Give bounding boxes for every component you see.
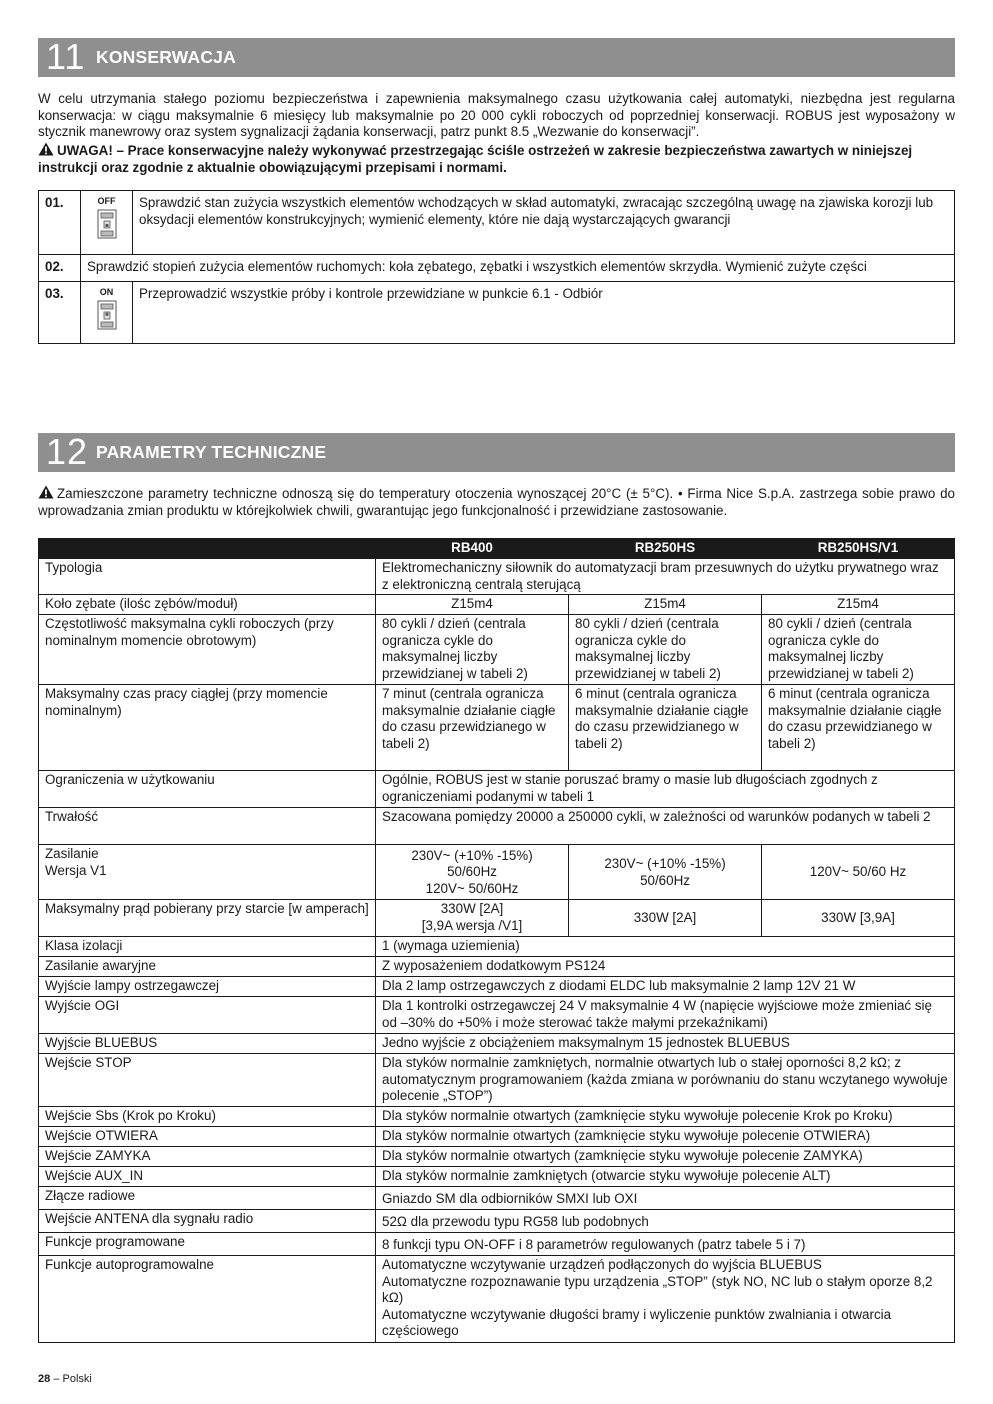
section-number: 11 [46, 36, 86, 77]
maintenance-step [39, 255, 955, 282]
row-value: Z15m4 [376, 595, 569, 615]
table-row [39, 615, 955, 685]
row-value: 80 cykli / dzień (centrala ogranicza cykle do maksymalnej liczby przewidzianej w tabeli 2) [762, 615, 955, 685]
row-value: Dla styków normalnie zamkniętych, normalnie otwartych lub o stałej oporności 8,2 kΩ; z automatycznym programowaniem (każda zmiana w porównaniu do stanu wczytanego wywołuje polecenie „STOP”) [376, 1054, 955, 1107]
table-row [39, 1127, 955, 1147]
row-value [569, 845, 762, 900]
step-text: Przeprowadzić wszystkie próby i kontrole przewidziane w punkcie 6.1 - Odbiór [133, 282, 955, 344]
row-value: Ogólnie, ROBUS jest w stanie poruszać bramy o masie lub długościach zgodnych z ograniczeniami podanymi w tabeli 1 [376, 771, 955, 808]
row-value: 80 cykli / dzień (centrala ogranicza cykle do maksymalnej liczby przewidzianej w tabeli 2) [569, 615, 762, 685]
switch-state-label: ON [99, 287, 114, 297]
value-line: [3,9A wersja /V1] [421, 917, 523, 933]
row-value: Elektromechaniczny siłownik do automatyzacji bram przesuwnych do użytku prywatnego wraz z elektroniczną centralą sterującą [376, 559, 955, 595]
table-row [39, 1054, 955, 1107]
row-label: Wejście AUX_IN [39, 1167, 376, 1187]
switch-cell [81, 191, 133, 255]
row-value: Dla styków normalnie otwartych (zamknięcie styku wywołuje polecenie OTWIERA) [376, 1127, 955, 1147]
table-row [39, 685, 955, 771]
value-line: 50/60Hz [640, 872, 690, 888]
table-row [39, 771, 955, 808]
row-label: Wejście OTWIERA [39, 1127, 376, 1147]
row-value: 6 minut (centrala ogranicza maksymalnie działanie ciągłe do czasu przewidzianego w tabeli 2) [569, 685, 762, 771]
row-label: Wyjście lampy ostrzegawczej [39, 977, 376, 997]
row-label: Zasilanie awaryjne [39, 957, 376, 977]
row-value: 80 cykli / dzień (centrala ogranicza cykle do maksymalnej liczby przewidzianej w tabeli 2) [376, 615, 569, 685]
header-rb250hs: RB250HS [569, 539, 762, 559]
warning-text: UWAGA! – Prace konserwacyjne należy wykonywać przestrzegając ściśle ostrzeżeń w zakresie bezpieczeństwa zawartych w niniejszej instrukcji oraz zgodnie z aktualnie obowiązującymi przepisami i normami. [38, 143, 913, 175]
table-header-row [39, 539, 955, 559]
section-title: KONSERWACJA [96, 47, 236, 67]
row-value: Z15m4 [569, 595, 762, 615]
row-label: Funkcje autoprogramowalne [39, 1256, 376, 1343]
value-line: 50/60Hz [447, 864, 497, 880]
header-rb400: RB400 [376, 539, 569, 559]
table-row [39, 1187, 955, 1210]
row-label: Funkcje programowane [39, 1233, 376, 1256]
row-value: 6 minut (centrala ogranicza maksymalnie działanie ciągłe do czasu przewidzianego w tabeli 2) [762, 685, 955, 771]
footer-language: – Polski [53, 1373, 92, 1385]
value-line: Automatyczne wczytywanie długości bramy i wyliczenie punktów zwalniania i otwarcia częściowego [382, 1306, 892, 1338]
row-value: Dla styków normalnie otwartych (zamknięcie styku wywołuje polecenie Krok po Kroku) [376, 1107, 955, 1127]
row-value: Dla 2 lamp ostrzegawczych z diodami ELDC lub maksymalnie 2 lamp 12V 21 W [376, 977, 955, 997]
value-line: 330W [2A] [440, 901, 504, 916]
row-value: Gniazdo SM dla odbiorników SMXI lub OXI [376, 1187, 955, 1210]
row-value: Dla 1 kontrolki ostrzegawczej 24 V maksymalnie 4 W (napięcie wyjściowe może zmieniać się od –30% do +50% i może sterować także małymi przekaźnikami) [376, 997, 955, 1034]
warning-icon [38, 485, 54, 499]
row-label: Maksymalny czas pracy ciągłej (przy momencie nominalnym) [39, 685, 376, 771]
row-value: 1 (wymaga uziemienia) [376, 937, 955, 957]
table-row [39, 1107, 955, 1127]
row-value: 8 funkcji typu ON-OFF i 8 parametrów regulowanych (patrz tabele 5 i 7) [376, 1233, 955, 1256]
table-row [39, 900, 955, 937]
row-value: Dla styków normalnie otwartych (zamknięcie styku wywołuje polecenie ZAMYKA) [376, 1147, 955, 1167]
step-number: 01. [39, 191, 81, 255]
table-row [39, 808, 955, 845]
row-label-line: Wersja V1 [45, 862, 107, 878]
row-value: 330W [2A] [569, 900, 762, 937]
step-text: Sprawdzić stopień zużycia elementów ruchomych: koła zębatego, zębatki i wszystkich elementów skrzydła. Wymienić zużyte części [81, 255, 955, 282]
row-value: 7 minut (centrala ogranicza maksymalnie działanie ciągłe do czasu przewidzianego w tabeli 2) [376, 685, 569, 771]
maintenance-warning [38, 142, 955, 176]
row-label: Maksymalny prąd pobierany przy starcie [w amperach] [39, 900, 376, 937]
circuit-breaker-off-icon [97, 209, 117, 239]
row-value: 52Ω dla przewodu typu RG58 lub podobnych [376, 1210, 955, 1233]
row-label: Ograniczenia w użytkowaniu [39, 771, 376, 808]
table-row [39, 977, 955, 997]
maintenance-steps-table [38, 190, 955, 344]
switch-cell [81, 282, 133, 344]
row-value: 330W [3,9A] [762, 900, 955, 937]
row-label-line: Zasilanie [45, 846, 99, 861]
value-line: Automatyczne rozpoznawanie typu urządzenia „STOP” (styk NO, NC lub o stałym oporze 8,2 kΩ) [382, 1273, 933, 1305]
row-label: Wejście Sbs (Krok po Kroku) [39, 1107, 376, 1127]
warning-icon [38, 142, 54, 156]
row-label: Częstotliwość maksymalna cykli roboczych (przy nominalnym momencie obrotowym) [39, 615, 376, 685]
header-rb250hs-v1: RB250HS/V1 [762, 539, 955, 559]
row-label: Wyjście BLUEBUS [39, 1034, 376, 1054]
value-line: 120V~ 50/60Hz [425, 880, 519, 896]
row-value [376, 900, 569, 937]
row-label: Wyjście OGI [39, 997, 376, 1034]
maintenance-intro: W celu utrzymania stałego poziomu bezpieczeństwa i zapewnienia maksymalnego czasu użytkowania całej automatyki, niezbędna jest regularna konserwacja: w ciągu maksymalnie 6 miesięcy lub maksymalnie po 20 000 cykli roboczych od poprzedniej konserwacji. ROBUS jest wyposażony w stycznik manewrowy oraz system sygnalizacji żądania konserwacji, patrz punkt 8.5 „Wezwanie do konserwacji”. [38, 91, 955, 139]
maintenance-step [39, 191, 955, 255]
table-row [39, 937, 955, 957]
row-label: Wejście ZAMYKA [39, 1147, 376, 1167]
parameters-note [38, 485, 955, 519]
row-label: Złącze radiowe [39, 1187, 376, 1210]
row-value: Z wyposażeniem dodatkowym PS124 [376, 957, 955, 977]
note-text: Zamieszczone parametry techniczne odnoszą się do temperatury otoczenia wynoszącej 20°C (± 5°C). • Firma Nice S.p.A. zastrzega sobie prawo do wprowadzania zmian produktu w którejkolwiek chwili, gwarantując jego funkcjonalność i przewidziane zastosowanie. [38, 486, 955, 518]
table-row [39, 559, 955, 595]
table-row [39, 1034, 955, 1054]
value-line: 230V~ (+10% -15%) [604, 856, 726, 871]
page-footer [38, 1372, 92, 1386]
circuit-breaker-on-icon [97, 300, 117, 330]
table-row [39, 1210, 955, 1233]
row-value: 120V~ 50/60 Hz [762, 845, 955, 900]
row-label: Typologia [39, 559, 376, 595]
table-row [39, 845, 955, 900]
row-label: Wejście ANTENA dla sygnału radio [39, 1210, 376, 1233]
row-label: Trwałość [39, 808, 376, 845]
step-number: 03. [39, 282, 81, 344]
maintenance-step [39, 282, 955, 344]
table-row [39, 1256, 955, 1343]
value-line: Automatyczne wczytywanie urządzeń podłączonych do wyjścia BLUEBUS [382, 1257, 822, 1272]
row-value: Z15m4 [762, 595, 955, 615]
row-label [39, 845, 376, 900]
row-value [376, 845, 569, 900]
section-11-header [38, 38, 955, 77]
table-row [39, 997, 955, 1034]
step-text: Sprawdzić stan zużycia wszystkich elementów wchodzących w skład automatyki, zwracając szczególną uwagę na zjawiska korozji lub oksydacji elementów konstrukcyjnych; wymienić elementy, które nie dają wystarczających gwarancji [133, 191, 955, 255]
table-row [39, 595, 955, 615]
value-line: 230V~ (+10% -15%) [411, 847, 533, 863]
section-number: 12 [46, 431, 89, 472]
header-blank-cell [39, 539, 376, 559]
row-label: Koło zębate (ilośc zębów/moduł) [39, 595, 376, 615]
technical-parameters-table [38, 538, 955, 1343]
row-value: Dla styków normalnie zamkniętych (otwarcie styku wywołuje polecenie ALT) [376, 1167, 955, 1187]
step-number: 02. [39, 255, 81, 282]
section-12-header [38, 433, 955, 472]
table-row [39, 957, 955, 977]
table-row [39, 1233, 955, 1256]
page-number: 28 [38, 1373, 51, 1385]
table-row [39, 1147, 955, 1167]
row-value: Jedno wyjście z obciążeniem maksymalnym 15 jednostek BLUEBUS [376, 1034, 955, 1054]
row-value [376, 1256, 955, 1343]
table-row [39, 1167, 955, 1187]
row-value: Szacowana pomiędzy 20000 a 250000 cykli, w zależności od warunków podanych w tabeli 2 [376, 808, 955, 845]
row-label: Klasa izolacji [39, 937, 376, 957]
row-label: Wejście STOP [39, 1054, 376, 1107]
section-title: PARAMETRY TECHNICZNE [96, 442, 327, 462]
switch-state-label: OFF [97, 196, 116, 206]
